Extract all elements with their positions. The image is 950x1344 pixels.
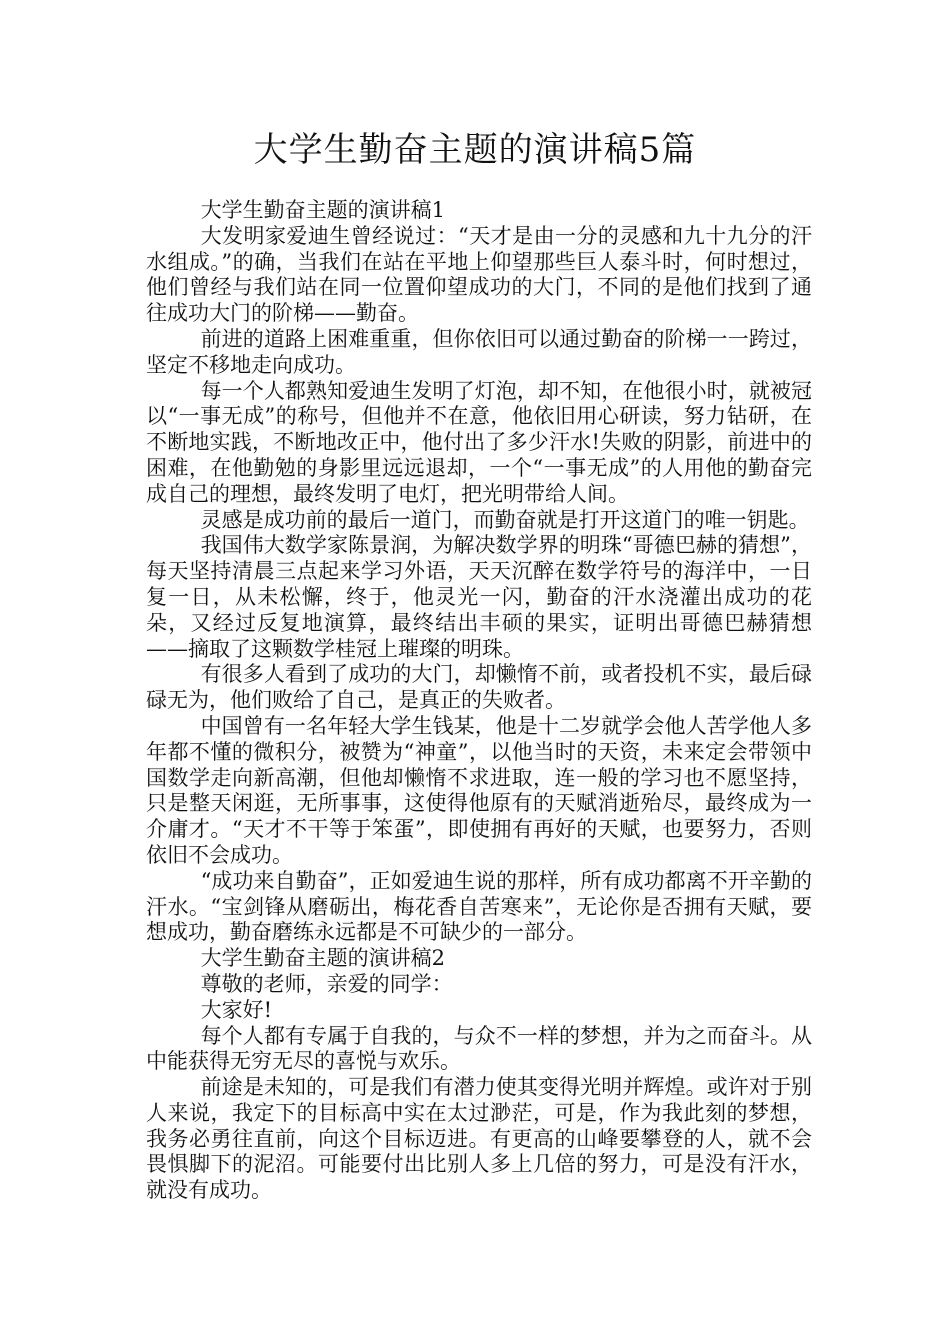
salutation: 尊敬的老师，亲爱的同学：: [200, 971, 453, 996]
paragraph: 大发明家爱迪生曾经说过：“天才是由一分的灵感和九十九分的汗水组成。”的确，当我们在站在平地上仰望那些巨人泰斗时，何时想过，他们曾经与我们站在同一位置仰望成功的大门，不同的是他们找到了通往成功大门的阶梯——勤奋。: [146, 223, 812, 326]
paragraph: 我国伟大数学家陈景润，为解决数学界的明珠“哥德巴赫的猜想”，每天坚持清晨三点起来学习外语，天天沉醉在数学符号的海洋中，一日复一日，从未松懈，终于，他灵光一闪，勤奋的汗水浇灌出成功的花朵，又经过反复地演算，最终结出丰硕的果实，证明出哥德巴赫猜想——摘取了这颗数学桂冠上璀璨的明珠。: [146, 533, 812, 661]
paragraph: 前进的道路上困难重重，但你依旧可以通过勤奋的阶梯一一跨过，坚定不移地走向成功。: [146, 326, 812, 377]
paragraph: 每个人都有专属于自我的，与众不一样的梦想，并为之而奋斗。从中能获得无穷无尽的喜悦与欢乐。: [146, 1023, 812, 1074]
paragraph: 前途是未知的，可是我们有潜力使其变得光明并辉煌。或许对于别人来说，我定下的目标高中实在太过渺茫，可是，作为我此刻的梦想，我务必勇往直前，向这个目标迈进。有更高的山峰要攀登的人，就不会畏惧脚下的泥沼。可能要付出比别人多上几倍的努力，可是没有汗水，就没有成功。: [146, 1075, 812, 1203]
document-body: [146, 198, 812, 1204]
paragraph: “成功来自勤奋”，正如爱迪生说的那样，所有成功都离不开辛勤的汗水。“宝剑锋从磨砺出，梅花香自苦寒来”，无论你是否拥有天赋，要想成功，勤奋磨练永远都是不可缺少的一部分。: [146, 868, 812, 945]
paragraph: 有很多人看到了成功的大门，却懒惰不前，或者投机不实，最后碌碌无为，他们败给了自己，是真正的失败者。: [146, 662, 812, 713]
paragraph: 灵感是成功前的最后一道门，而勤奋就是打开这道门的唯一钥匙。: [200, 507, 810, 532]
greeting: 大家好!: [200, 997, 273, 1022]
section-heading-1: 大学生勤奋主题的演讲稿1: [200, 198, 445, 222]
paragraph: 每一个人都熟知爱迪生发明了灯泡，却不知，在他很小时，就被冠以“一事无成”的称号，但他并不在意，他依旧用心研读，努力钻研，在不断地实践，不断地改正中，他付出了多少汗水!失败的阴影，前进中的困难，在他勤勉的身影里远远退却，一个“一事无成”的人用他的勤奋完成自己的理想，最终发明了电灯，把光明带给人间。: [146, 378, 812, 506]
document-title: 大学生勤奋主题的演讲稿5篇: [253, 130, 697, 170]
paragraph: 中国曾有一名年轻大学生钱某，他是十二岁就学会他人苦学他人多年都不懂的微积分，被赞为“神童”，以他当时的天资，未来定会带领中国数学走向新高潮，但他却懒惰不求进取，连一般的学习也不愿坚持，只是整天闲逛，无所事事，这使得他原有的天赋消逝殆尽，最终成为一介庸才。“天才不干等于笨蛋”，即使拥有再好的天赋，也要努力，否则依旧不会成功。: [146, 713, 812, 867]
section-heading-2: 大学生勤奋主题的演讲稿2: [200, 946, 445, 971]
